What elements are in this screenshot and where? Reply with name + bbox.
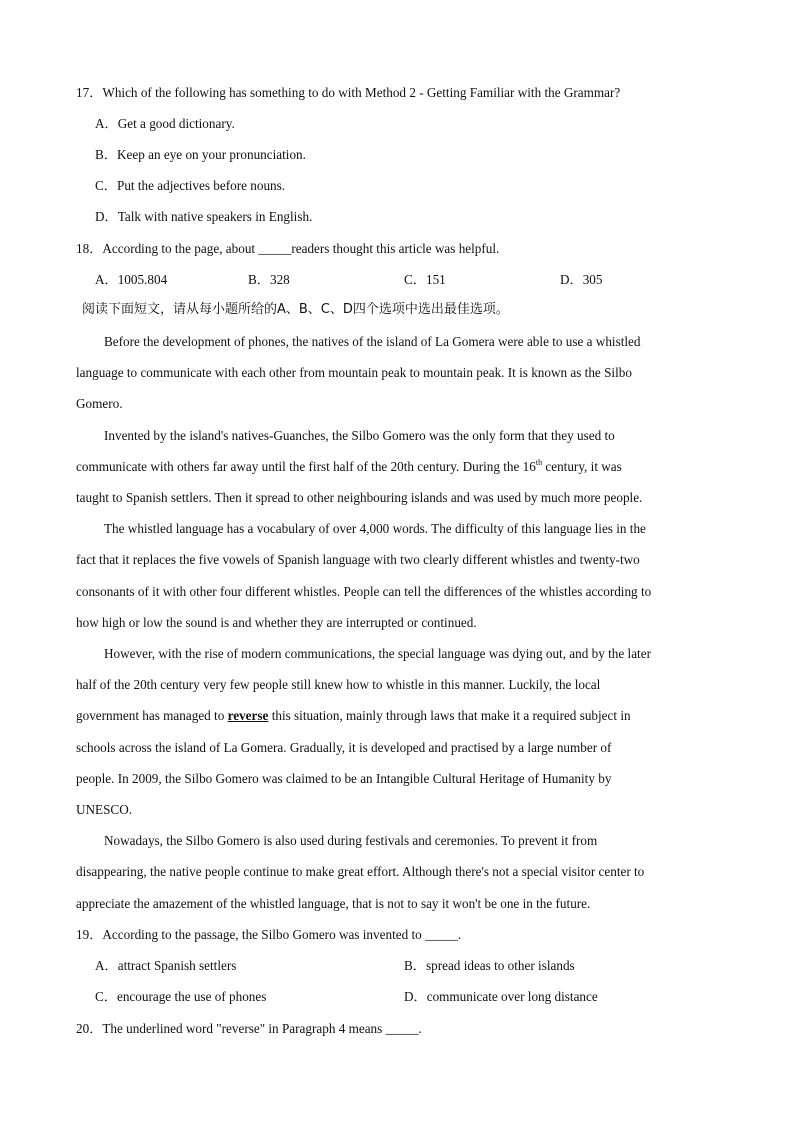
question-18-option-a[interactable]: A．1005.804: [95, 272, 168, 287]
passage-line: language to communicate with each other from mountain peak to mountain peak. It is known as the Silbo: [76, 365, 632, 380]
passage-text: this situation, mainly through laws that make it a required subject in: [268, 708, 631, 723]
passage-line: appreciate the amazement of the whistled language, that is not to say it won't be one in the future.: [76, 896, 591, 911]
passage-line: Before the development of phones, the natives of the island of La Gomera were able to use a whistled: [104, 334, 641, 349]
passage-line: Nowadays, the Silbo Gomero is also used during festivals and ceremonies. To prevent it from: [104, 833, 598, 848]
passage-line: disappearing, the native people continue to make great effort. Although there's not a special visitor center to: [76, 864, 645, 879]
question-17-option-c[interactable]: C．Put the adjectives before nouns.: [95, 178, 286, 193]
question-19-stem: 19．According to the passage, the Silbo Gomero was invented to _____.: [76, 927, 462, 942]
passage-text: government has managed to: [76, 708, 228, 723]
question-17-option-a[interactable]: A．Get a good dictionary.: [95, 116, 235, 131]
question-19-option-a[interactable]: A．attract Spanish settlers: [95, 958, 237, 973]
passage-line: schools across the island of La Gomera. Gradually, it is developed and practised by a large number of: [76, 740, 612, 755]
passage-line: half of the 20th century very few people still knew how to whistle in this manner. Luckily, the local: [76, 677, 601, 692]
passage-line: people. In 2009, the Silbo Gomero was claimed to be an Intangible Cultural Heritage of Humanity by: [76, 771, 612, 786]
passage-line: Invented by the island's natives-Guanches, the Silbo Gomero was the only form that they used to: [104, 428, 615, 443]
question-19-option-b[interactable]: B．spread ideas to other islands: [404, 958, 575, 973]
question-19-option-c[interactable]: C．encourage the use of phones: [95, 989, 267, 1004]
ordinal-suffix: th: [535, 457, 543, 467]
underlined-word-reverse: reverse: [227, 708, 269, 723]
passage-line: UNESCO.: [76, 802, 133, 817]
question-20-stem: 20．The underlined word "reverse" in Paragraph 4 means _____.: [76, 1021, 422, 1036]
passage-line: Gomero.: [76, 396, 123, 411]
question-18-stem: 18．According to the page, about _____readers thought this article was helpful.: [76, 241, 500, 256]
passage-line: how high or low the sound is and whether they are interrupted or continued.: [76, 615, 477, 630]
question-18-option-d[interactable]: D．305: [560, 272, 603, 287]
reading-instruction: 阅读下面短文，请从每小题所给的A、B、C、D四个选项中选出最佳选项。: [82, 302, 509, 317]
passage-line: However, with the rise of modern communications, the special language was dying out, and by the later: [104, 646, 651, 661]
passage-text: communicate with others far away until the first half of the 20th century. During the 16: [76, 459, 536, 474]
question-18-option-b[interactable]: B．328: [248, 272, 290, 287]
passage-line: taught to Spanish settlers. Then it spread to other neighbouring islands and was used by much more people.: [76, 490, 643, 505]
question-19-option-d[interactable]: D．communicate over long distance: [404, 989, 598, 1004]
question-17-stem: 17．Which of the following has something to do with Method 2 - Getting Familiar with the Grammar?: [76, 85, 621, 100]
passage-line: The whistled language has a vocabulary of over 4,000 words. The difficulty of this language lies in the: [104, 521, 646, 536]
question-17-option-b[interactable]: B．Keep an eye on your pronunciation.: [95, 147, 306, 162]
passage-line: consonants of it with other four different whistles. People can tell the differences of the whistles according to: [76, 584, 652, 599]
question-18-option-c[interactable]: C．151: [404, 272, 446, 287]
question-17-option-d[interactable]: D．Talk with native speakers in English.: [95, 209, 313, 224]
passage-line: fact that it replaces the five vowels of Spanish language with two clearly different whistles and twenty-two: [76, 552, 640, 567]
passage-line: [76, 459, 622, 475]
passage-line: [76, 708, 631, 724]
passage-text: century, it was: [542, 459, 622, 474]
